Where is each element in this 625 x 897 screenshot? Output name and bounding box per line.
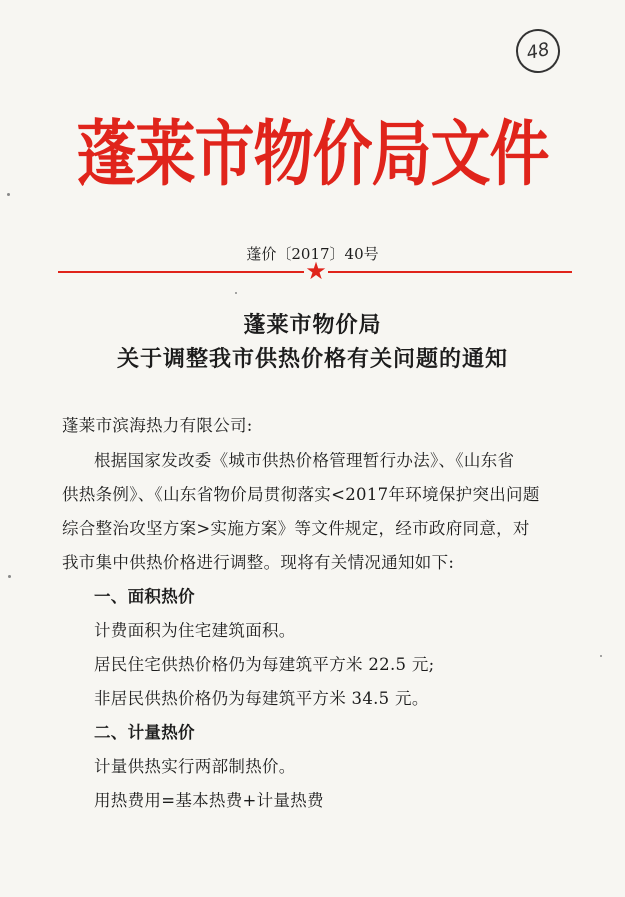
scan-speck	[235, 292, 237, 294]
paragraph-line: 供热条例》、《山东省物价局贯彻落实<2017年环境保护突出问题	[62, 485, 540, 504]
paragraph-line: 根据国家发改委《城市供热价格管理暂行办法》、《山东省	[94, 451, 515, 470]
star-icon: ★	[305, 257, 327, 285]
notice-title-line1: 蓬莱市物价局	[243, 312, 382, 338]
addressee: 蓬莱市滨海热力有限公司:	[62, 416, 253, 435]
section-line: 计费面积为住宅建筑面积。	[94, 621, 296, 640]
paragraph-line: 综合整治攻坚方案>实施方案》等文件规定，经市政府同意，对	[62, 519, 530, 538]
section-heading-area-price: 一、面积热价	[94, 587, 195, 606]
red-rule-right	[328, 271, 572, 273]
notice-title-line2: 关于调整我市供热价格有关问题的通知	[116, 346, 508, 372]
scan-speck	[8, 575, 11, 578]
section-line: 计量供热实行两部制热价。	[94, 757, 296, 776]
page-number-stamp: 48	[512, 25, 564, 77]
scan-speck	[7, 193, 10, 196]
red-rule-left	[58, 271, 304, 273]
document-number: 蓬价〔2017〕40号	[246, 245, 379, 263]
issuer-header-title: 蓬莱市物价局文件	[76, 113, 549, 197]
section-line: 用热费用=基本热费+计量热费	[94, 791, 324, 810]
section-heading-metered-price: 二、计量热价	[94, 723, 195, 742]
paragraph-line: 我市集中供热价格进行调整。现将有关情况通知如下:	[62, 553, 455, 572]
scan-speck	[600, 655, 602, 657]
section-line: 非居民供热价格仍为每建筑平方米 34.5 元。	[94, 689, 429, 708]
section-line: 居民住宅供热价格仍为每建筑平方米 22.5 元;	[94, 655, 435, 674]
